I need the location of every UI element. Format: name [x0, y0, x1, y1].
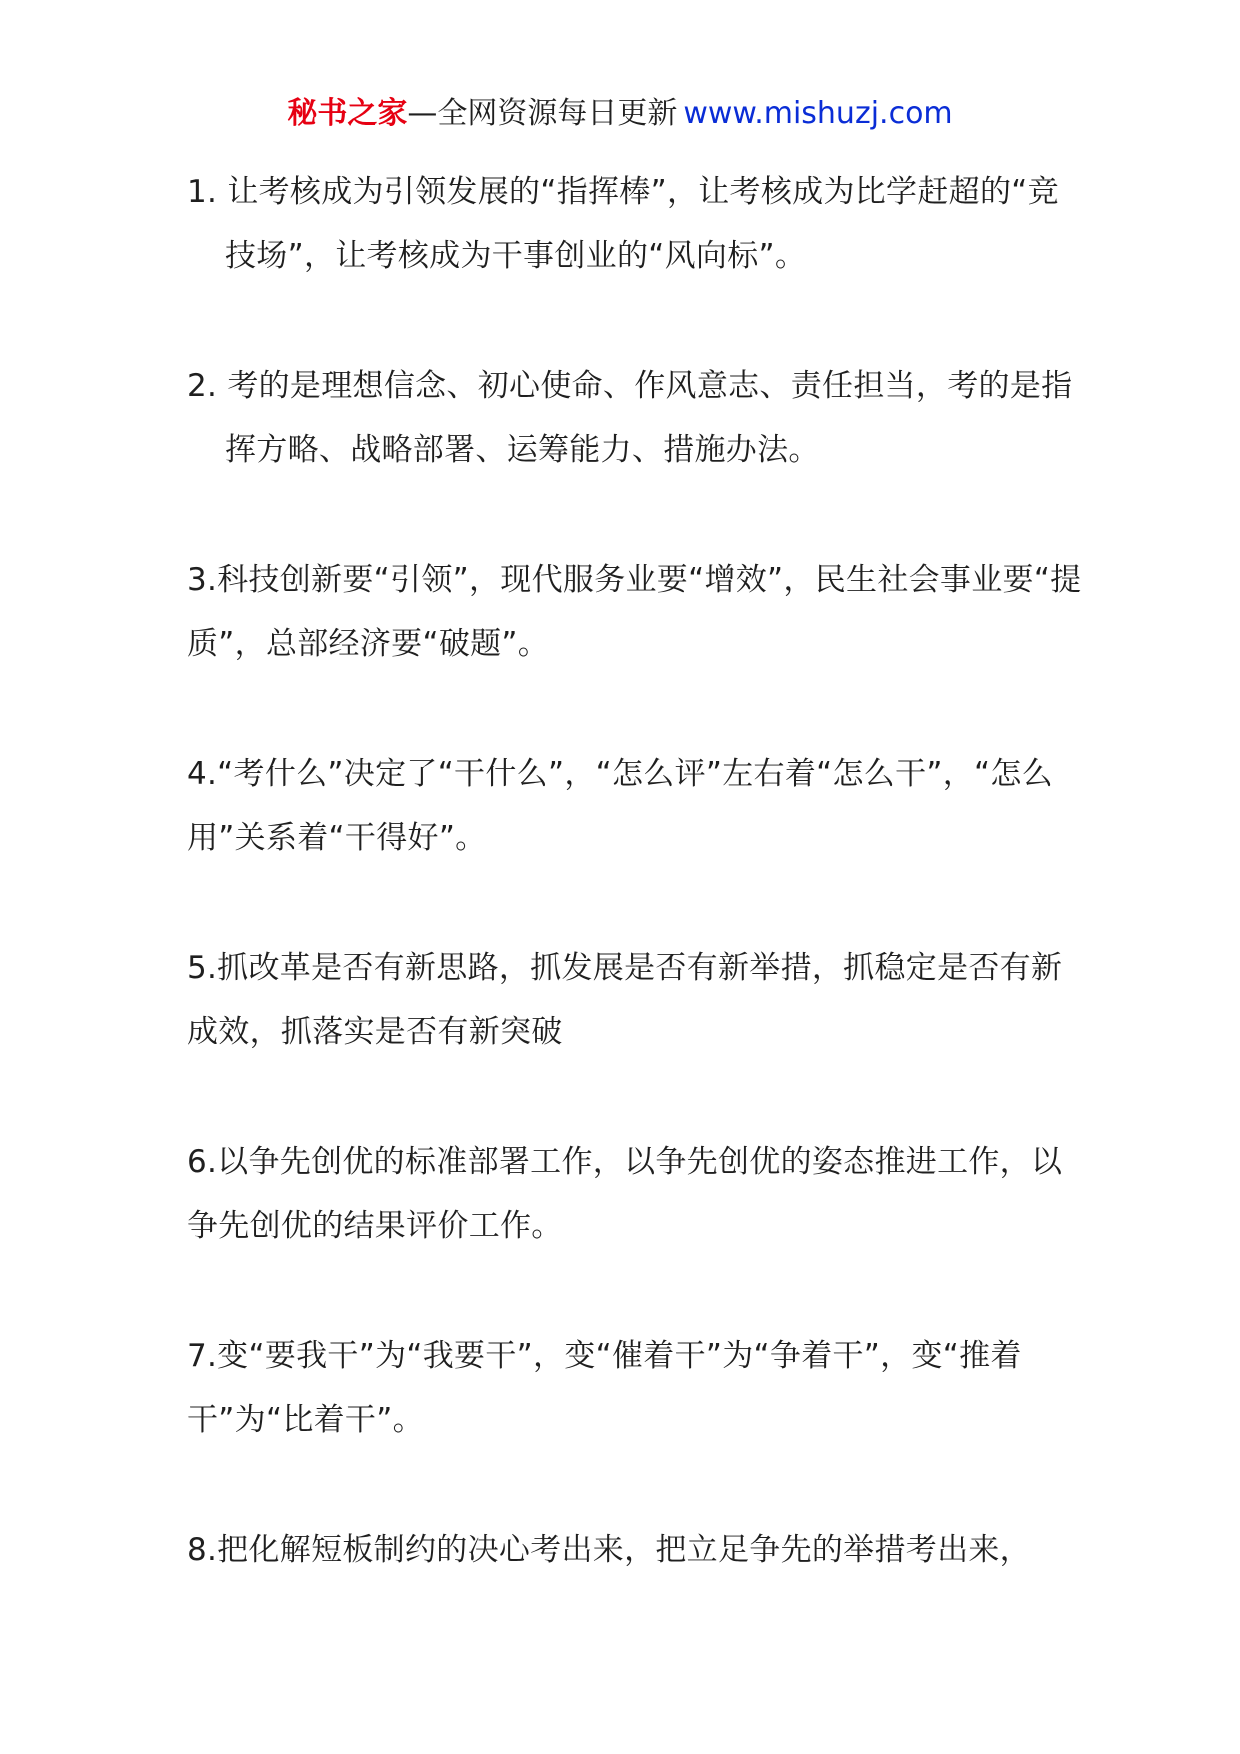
brand-name: 秘书之家 — [287, 96, 408, 131]
list-item-4: 4.“考什么”决定了“干什么”，“怎么评”左右着“怎么干”，“怎么用”关系着“干得好”。 — [187, 756, 1054, 856]
website-link[interactable]: www.mishuzj.com — [683, 96, 953, 131]
list-item-8: 8.把化解短板制约的决心考出来，把立足争先的举措考出来， — [187, 1532, 1031, 1568]
page-header — [0, 96, 1240, 132]
list-item-1: 1. 让考核成为引领发展的“指挥棒”，让考核成为比学赶超的“竞技场”，让考核成为干事创业的“风向标”。 — [187, 174, 1059, 274]
list-item-3: 3.科技创新要“引领”，现代服务业要“增效”，民生社会事业要“提质”，总部经济要“破题”。 — [187, 562, 1082, 662]
list-item-7: 7.变“要我干”为“我要干”，变“催着干”为“争着干”，变“推着干”为“比着干”。 — [187, 1338, 1022, 1438]
header-tagline: —全网资源每日更新 — [407, 96, 678, 131]
document-body — [187, 160, 1087, 1648]
list-item-2: 2. 考的是理想信念、初心使命、作风意志、责任担当，考的是指挥方略、战略部署、运筹能力、措施办法。 — [187, 368, 1073, 468]
list-item-6: 6.以争先创优的标准部署工作，以争先创优的姿态推进工作，以争先创优的结果评价工作。 — [187, 1144, 1063, 1244]
list-item-5: 5.抓改革是否有新思路，抓发展是否有新举措，抓稳定是否有新成效，抓落实是否有新突破 — [187, 950, 1063, 1050]
